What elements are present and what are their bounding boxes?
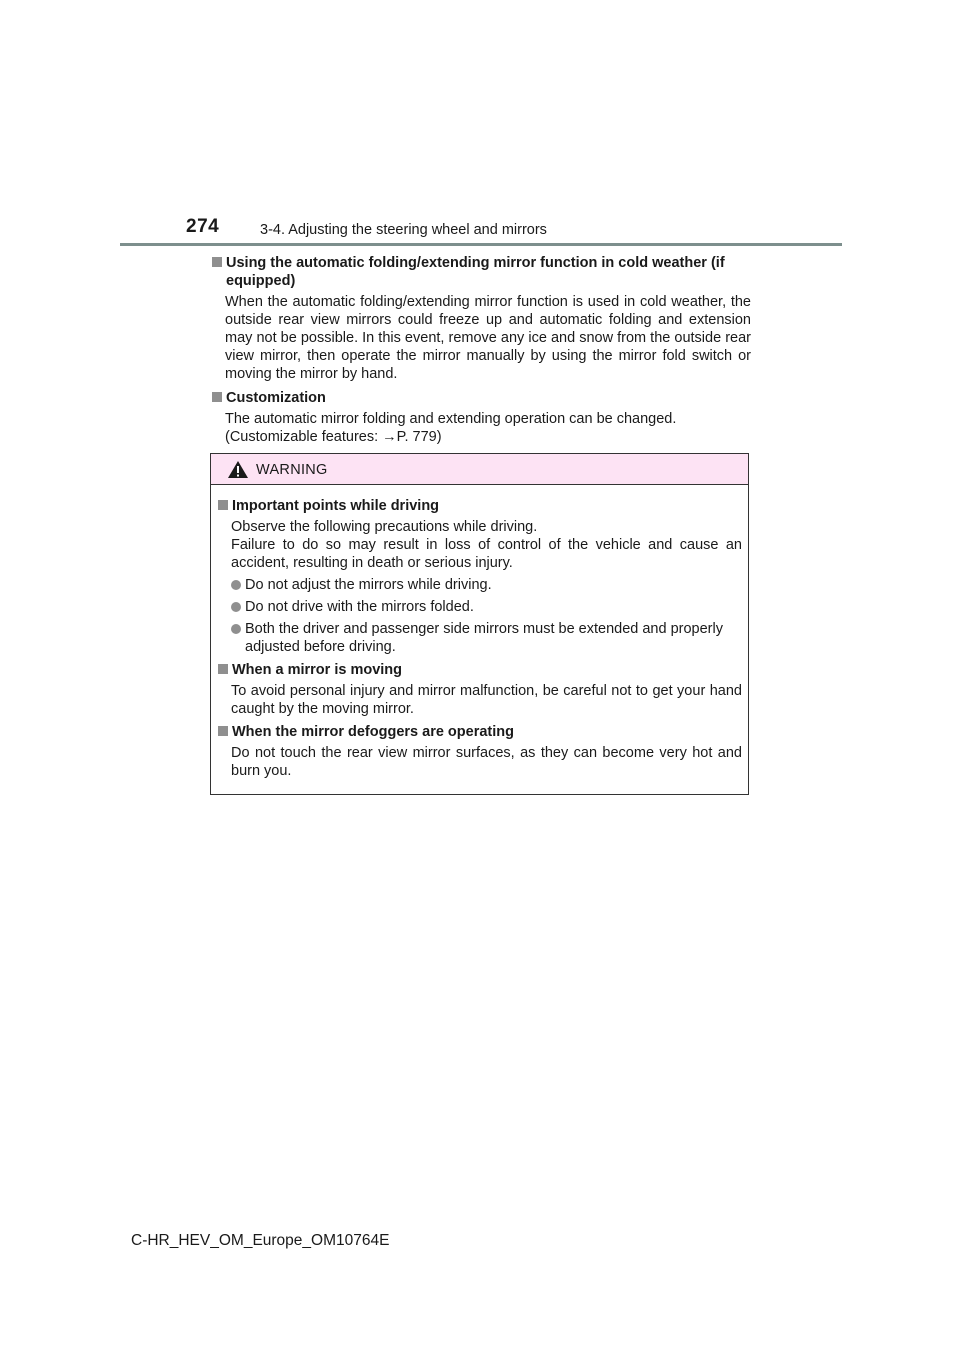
bullet-item [231,576,742,594]
section-body-line: The automatic mirror folding and extending operation can be changed. [225,411,677,427]
warning-body-line: Observe the following precautions while driving. [231,519,538,535]
bullet-text: Both the driver and passenger side mirrors must be extended and properly adjusted before driving. [245,621,723,655]
bullet-item [231,598,742,616]
warning-body-text: Do not touch the rear view mirror surfaces, as they can become very hot and burn you. [231,745,742,779]
square-bullet-icon [218,500,228,510]
section-customization [211,389,751,446]
chapter-title: 3-4. Adjusting the steering wheel and mirrors [260,222,547,238]
warning-triangle-icon [227,460,249,479]
page-number: 274 [186,216,220,237]
square-bullet-icon [218,726,228,736]
section-heading [211,254,751,290]
document-code: C-HR_HEV_OM_Europe_OM10764E [131,1232,390,1249]
warning-box [210,453,749,795]
section-body: When the automatic folding/extending mirror function is used in cold weather, the outside rear view mirrors could freeze up and automatic folding and extension may not be possible. In this event, remove any ice and snow from the outside rear view mirror, then operate the mirror manually by using the mirror fold switch or moving the mirror by hand. [225,294,751,382]
bullet-text: Do not drive with the mirrors folded. [245,599,474,615]
header-rule [120,243,842,246]
section-cold-weather [211,254,751,383]
square-bullet-icon [212,392,222,402]
square-bullet-icon [218,664,228,674]
warning-heading [217,723,742,741]
warning-body-line: Failure to do so may result in loss of control of the vehicle and cause an accident, resulting in death or serious injury. [231,537,742,571]
section-body [225,410,751,446]
section-heading-text: Customization [226,390,326,406]
warning-section-moving [217,661,742,718]
warning-heading-text: When the mirror defoggers are operating [232,724,514,740]
warning-body [211,485,748,780]
round-bullet-icon [231,602,241,612]
bullet-text: Do not adjust the mirrors while driving. [245,577,492,593]
warning-header [211,454,748,485]
section-heading-text: Using the automatic folding/extending mirror function in cold weather (if equipped) [226,255,725,289]
page-reference-link[interactable]: (Customizable features: →P. 779) [225,429,442,445]
warning-heading-text: Important points while driving [232,498,440,514]
bullet-item [231,620,742,656]
round-bullet-icon [231,624,241,634]
warning-label: WARNING [256,462,328,478]
square-bullet-icon [212,257,222,267]
section-heading [211,389,751,407]
main-content [211,254,751,452]
warning-heading [217,661,742,679]
warning-body-text [231,518,742,572]
warning-heading [217,497,742,515]
warning-section-defoggers [217,723,742,780]
warning-body-text: To avoid personal injury and mirror malfunction, be careful not to get your hand caught by the moving mirror. [231,683,742,717]
round-bullet-icon [231,580,241,590]
warning-section-driving [217,497,742,656]
warning-heading-text: When a mirror is moving [232,662,402,678]
